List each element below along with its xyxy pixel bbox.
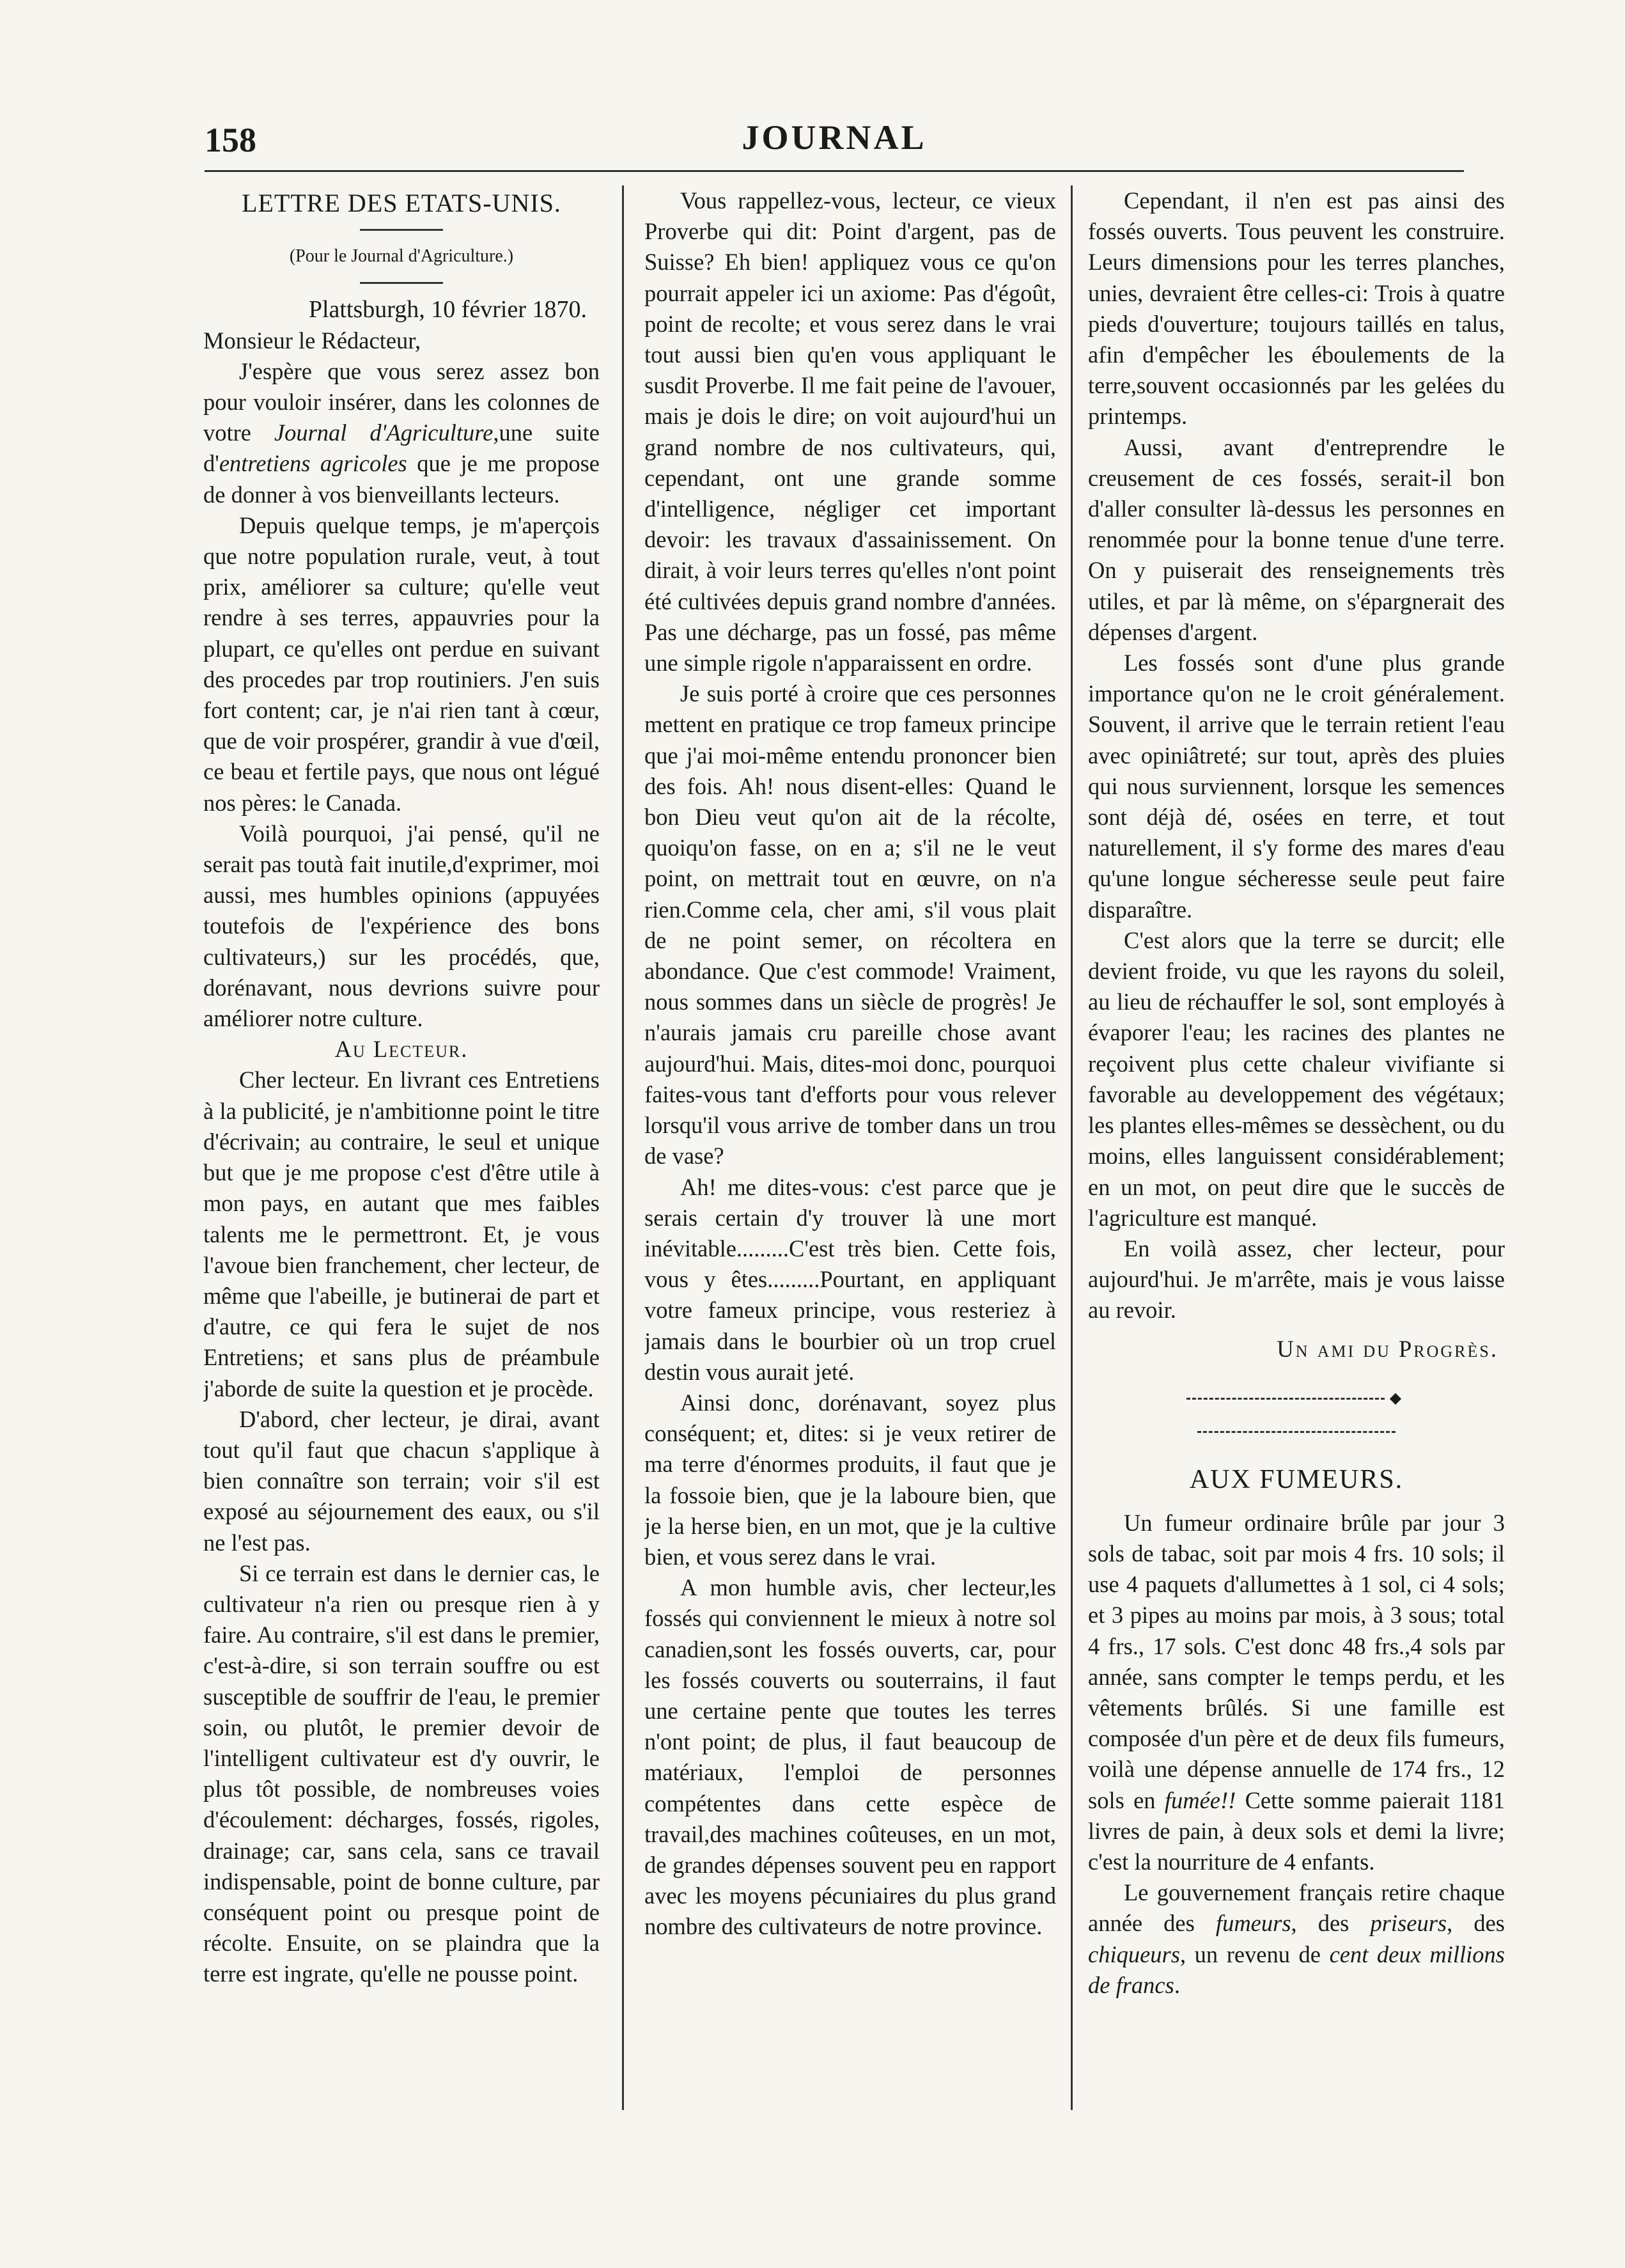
signature: Un ami du Progrès. bbox=[1277, 1335, 1498, 1362]
article-dateline: Plattsburgh, 10 février 1870. bbox=[308, 296, 587, 324]
paragraph: Vous rappellez-vous, lecteur, ce vieux Proverbe qui dit: Point d'argent, pas de Suisse? Eh bien! appliquez vous ce qu'on pourrait appeler ici un axiome: Pas d'égoût, point de recolte; et vous serez dans le vrai tout aussi bien qu'en vous appliquant le susdit Proverbe. Il me fait peine de l'avouer, mais je dois le dire; on voit aujourd'hui un grand nombre de nos cultivateurs, qui, cependant, ont une grande somme d'intelligence, négliger cet important devoir: les travaux d'assainissement. On dirait, à voir leurs terres qu'elles n'ont point été cultivées depuis grand nombre d'années. Pas une décharge, pas un fossé, pas même une simple rigole n'apparaissent en ordre. bbox=[644, 187, 1056, 676]
paragraph: Ah! me dites-vous: c'est parce que je serais certain d'y trouver là une mort inévitable.........C'est très bien. Cette fois, vous y êtes.........Pourtant, en appliquant votre fameux principe, vous resteriez à jamais dans le bourbier où un trop cruel destin vous aurait jeté. bbox=[644, 1173, 1056, 1385]
paragraph: Les fossés sont d'une plus grande importance qu'on ne le croit généralement. Souvent, il arrive que le terrain retient l'eau avec opiniâtreté; sur tout, après des pluies qui nous surviennent, lorsque les semences sont déjà dé, osées en terre, et tout naturellement, il s'y forme des mares d'eau qu'une longue sécheresse seule peut faire disparaître. bbox=[1088, 650, 1505, 923]
paragraph: Voilà pourquoi, j'ai pensé, qu'il ne serait pas toutà fait inutile,d'exprimer, moi aussi, mes humbles opinions (appuyées toutefois de l'expérience des bons cultivateurs,) sur les procédés, que, dorénavant, nous devrions suivre pour améliorer notre culture. bbox=[203, 820, 600, 1032]
paragraph: J'espère que vous serez assez bon pour vouloir insérer, dans les colonnes de votre Journal d'Agriculture,une suite d'entretiens agricoles que je me propose de donner à vos bienveillants lecteurs. bbox=[203, 357, 600, 508]
paragraph: Le gouvernement français retire chaque année des fumeurs, des priseurs, des chiqueurs, un revenu de cent deux millions de francs. bbox=[1088, 1879, 1505, 1998]
ornament-divider bbox=[1088, 1381, 1505, 1445]
column-divider bbox=[622, 185, 624, 2110]
headline-rule bbox=[360, 229, 443, 231]
page-header bbox=[192, 109, 1477, 179]
journal-title: JOURNAL bbox=[742, 118, 927, 157]
paragraph: En voilà assez, cher lecteur, pour aujourd'hui. Je m'arrête, mais je vous laisse au revoir. bbox=[1088, 1235, 1505, 1324]
column-1 bbox=[203, 185, 600, 2219]
column-divider bbox=[1071, 185, 1073, 2110]
byline-rule bbox=[360, 282, 443, 284]
page-number: 158 bbox=[205, 121, 256, 159]
article-headline: AUX FUMEURS. bbox=[1189, 1464, 1404, 1494]
paragraph: Aussi, avant d'entreprendre le creusement de ces fossés, serait-il bon d'aller consulter là-dessus les personnes en renommée pour la bonne tenue d'une terre. On y puiserait des renseignements très utiles, et par là même, on s'épargnerait des dépenses d'argent. bbox=[1088, 434, 1505, 645]
column-2 bbox=[644, 185, 1056, 2219]
article-headline: LETTRE DES ETATS-UNIS. bbox=[242, 189, 561, 217]
paragraph: Si ce terrain est dans le dernier cas, le cultivateur n'a rien ou presque rien à y faire. Au contraire, s'il est dans le premier, c'est-à-dire, si son terrain souffre ou est susceptible de souffrir de l'eau, le premier soin, ou plutôt, le premier devoir de l'intelligent cultivateur est d'y ouvrir, le plus tôt possible, de nombreuses voies d'écoulement: décharges, fossés, rigoles, drainage; car, sans cela, sans ce travail indispensable, point de bonne culture, par conséquent point ou presque point de récolte. Ensuite, on se plaindra que la terre est ingrate, qu'elle ne pousse point. bbox=[203, 1560, 600, 1987]
paragraph: Cependant, il n'en est pas ainsi des fossés ouverts. Tous peuvent les construire. Leurs dimensions pour les terres planches, unies, devraient être celles-ci: Trois à quatre pieds d'ouverture; toujours taillés en talus, afin d'empêcher les éboulements de la terre,souvent occasionnés par les gelées du printemps. bbox=[1088, 187, 1505, 430]
paragraph: Depuis quelque temps, je m'aperçois que notre population rurale, veut, à tout prix, améliorer sa culture; qu'elle veut rendre à ses terres, appauvries pour la plupart, ce qu'elles ont perdue en suivant des procedes par trop routiniers. J'en suis fort content; car, je n'ai rien tant à cœur, que de voir prospérer, grandir à vue d'œil, ce beau et fertile pays, que nous ont légué nos pères: le Canada. bbox=[203, 512, 600, 816]
paragraph: C'est alors que la terre se durcit; elle devient froide, vu que les rayons du soleil, au lieu de réchauffer le sol, sont employés à évaporer l'eau; les racines des plantes ne reçoivent plus cette chaleur vivifiante si favorable au developpement des végétaux; les plantes elles-mêmes se dessèchent, ou du moins, elles languissent considérablement; en un mot, on peut dire que le succès de l'agriculture est manqué. bbox=[1088, 927, 1505, 1231]
paragraph: A mon humble avis, cher lecteur,les fossés qui conviennent le mieux à notre sol canadien,sont les fossés ouverts, car, pour les fossés couverts ou souterrains, il faut une certaine pente que toutes les terres n'ont point; de plus, il faut beaucoup de matériaux, l'emploi de personnes compétentes dans cette espèce de travail,des machines coûteuses, en un mot, de grandes dépenses souvent peu en rapport avec les moyens pécuniaires du plus grand nombre des cultivateurs de notre province. bbox=[644, 1574, 1056, 1940]
section-heading: Au Lecteur. bbox=[334, 1036, 469, 1063]
article-byline: (Pour le Journal d'Agriculture.) bbox=[289, 246, 514, 267]
paragraph: Un fumeur ordinaire brûle par jour 3 sols de tabac, soit par mois 4 frs. 10 sols; il use 4 paquets d'allumettes à 1 sol, ci 4 sols; et 3 pipes au moins par mois, à 3 sous; total 4 frs., 17 sols. C'est donc 48 frs.,4 sols par année, sans compter le temps perdu, et les vêtements brûlés. Si une famille est composée d'un père et de deux fils fumeurs, voilà une dépense annuelle de 174 frs., 12 sols en fumée!! Cette somme paierait 1181 livres de pain, à deux sols et demi la livre; c'est la nourriture de 4 enfants. bbox=[1088, 1509, 1505, 1875]
salutation: Monsieur le Rédacteur, bbox=[203, 327, 421, 354]
paragraph: Cher lecteur. En livrant ces Entretiens à la publicité, je n'ambitionne point le titre d'écrivain; au contraire, le seul et unique but que je me propose c'est d'être utile à mon pays, en autant que mes faibles talents me le permettront. Et, je vous l'avoue bien franchement, cher lecteur, de même que l'abeille, je butinerai de part et d'autre, ce qui fera le sujet de nos Entretiens; et sans plus de préambule j'aborde de suite la question et je procède. bbox=[203, 1067, 600, 1402]
paragraph: Je suis porté à croire que ces personnes mettent en pratique ce trop fameux principe que j'ai moi-même entendu prononcer bien des fois. Ah! nous disent-elles: Quand le bon Dieu veut qu'on ait de la récolte, quoiqu'on fasse, on en a; s'il ne le veut point, on mettrait tout en œuvre, on n'a rien.Comme cela, cher ami, s'il vous plait de ne point semer, on récoltera en abondance. Que c'est commode! Vraiment, nous sommes dans un siècle de progrès! Je n'aurais jamais cru pareille chose avant aujourd'hui. Mais, dites-moi donc, pourquoi faites-vous tant d'efforts pour vous relever lorsqu'il vous arrive de tomber dans un trou de vase? bbox=[644, 680, 1056, 1169]
header-rule bbox=[205, 170, 1464, 172]
column-3 bbox=[1088, 185, 1505, 2219]
paragraph: Ainsi donc, dorénavant, soyez plus conséquent; et, dites: si je veux retirer de ma terre d'énormes produits, il faut que je la fossoie bien, que je la laboure bien, que je la herse bien, en un mot, que je la cultive bien, et vous serez dans le vrai. bbox=[644, 1389, 1056, 1570]
paragraph: D'abord, cher lecteur, je dirai, avant tout qu'il faut que chacun s'applique à bien connaître son terrain; voir s'il est exposé au séjournement des eaux, ou s'il ne l'est pas. bbox=[203, 1405, 600, 1556]
diamond-ornament-icon: ◆ bbox=[1389, 1390, 1402, 1407]
